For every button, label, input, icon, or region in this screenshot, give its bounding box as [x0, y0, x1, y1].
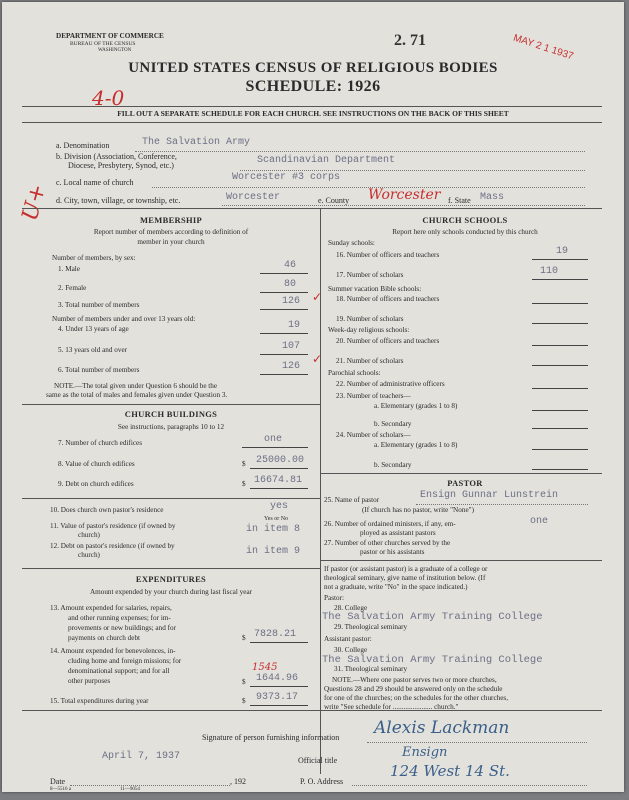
pastor-divider	[320, 560, 602, 561]
q7-value: one	[264, 434, 283, 445]
q18-label: 18. Number of officers and teachers	[336, 295, 440, 303]
schedule-title: SCHEDULE: 1926	[245, 78, 381, 95]
expenditures-intro: Amount expended by your church during last fiscal year	[89, 588, 253, 596]
q26-label: 26. Number of ordained ministers, if any, em-	[324, 520, 456, 528]
date-line	[70, 785, 230, 786]
city-value: Worcester	[226, 192, 281, 203]
instructions: FILL OUT A SEPARATE SCHEDULE FOR EACH CHURCH. SEE INSTRUCTIONS ON THE BACK OF THIS SHEET	[117, 109, 509, 118]
q8-value: 25000.00	[256, 455, 305, 466]
bureau-city: WASHINGTON	[98, 48, 132, 53]
q12-value: in item 9	[246, 546, 301, 557]
q13-label: 13. Amount expended for salaries, repairs,	[50, 604, 172, 612]
division-label-2: Diocese, Presbytery, Synod, etc.)	[68, 161, 174, 170]
q25-value: Ensign Gunnar Lunstrein	[420, 490, 559, 501]
members-age-label: Number of members under and over 13 years old:	[52, 315, 196, 323]
q25-line	[416, 504, 588, 505]
q20-box	[532, 336, 588, 346]
membership-heading: MEMBERSHIP	[139, 215, 203, 225]
assistant-subhead: Assistant pastor:	[324, 635, 372, 643]
q11-value: in item 8	[246, 524, 301, 535]
q25-hint: (If church has no pastor, write "None")	[362, 506, 474, 514]
q15-label: 15. Total expenditures during year	[50, 697, 149, 705]
q26-value: one	[530, 516, 549, 527]
q13-dollar: $	[242, 634, 246, 642]
division-value: Scandinavian Department	[257, 155, 396, 166]
weekday-schools-label: Week-day religious schools:	[328, 326, 410, 334]
q25-label: 25. Name of pastor	[324, 496, 380, 504]
census-form	[2, 2, 624, 792]
q28-label: 28. College	[334, 604, 368, 612]
q14-hand-value: 1545	[252, 662, 278, 673]
q1-label: 1. Male	[58, 265, 80, 273]
buildings-divider-2	[22, 568, 320, 569]
q9-label: 9. Debt on church edifices	[58, 480, 134, 488]
buildings-divider	[22, 498, 320, 499]
q14-label-3: denominational support; and for all	[68, 667, 170, 675]
q3-value: 126	[282, 296, 301, 307]
q18-box	[532, 294, 588, 304]
q9-value: 16674.81	[254, 475, 303, 486]
q3-label: 3. Total number of members	[58, 301, 140, 309]
q8-dollar: $	[242, 460, 246, 468]
q7-label: 7. Number of church edifices	[58, 439, 143, 447]
denomination-value: The Salvation Army	[142, 137, 251, 148]
q14-label-4: other purposes	[68, 677, 111, 685]
year-label: , 192	[230, 777, 246, 786]
q24b-box	[532, 460, 588, 470]
form-code: 8—5516 a	[50, 787, 71, 792]
membership-note-2: same as the total of males and females given under Question 3.	[46, 391, 228, 399]
q8-label: 8. Value of church edifices	[58, 460, 135, 468]
q27-label: 27. Number of other churches served by the	[324, 539, 451, 547]
q10-label: 10. Does church own pastor's residence	[50, 506, 164, 514]
form-number: 2. 71	[394, 32, 426, 49]
division-label: b. Division (Association, Conference,	[56, 152, 177, 161]
yes-no-label: Yes or No	[264, 516, 289, 522]
q23b-box	[532, 419, 588, 429]
state-label: f. State	[448, 196, 471, 205]
q24b-label: b. Secondary	[374, 461, 412, 469]
members-by-sex-label: Number of members, by sex:	[52, 254, 136, 262]
schools-divider	[320, 473, 602, 474]
q24a-label: a. Elementary (grades 1 to 8)	[374, 441, 458, 449]
bureau-name: BUREAU OF THE CENSUS	[70, 41, 136, 47]
buildings-intro: See instructions, paragraphs 10 to 12	[117, 423, 225, 431]
city-line	[222, 205, 585, 206]
q13-label-2: and other running expenses; for im-	[68, 614, 171, 622]
city-label: d. City, town, village, or township, etc.	[56, 196, 181, 205]
q14-label-2: cluding home and foreign missions; for	[68, 657, 182, 665]
membership-intro: Report number of members according to definition of	[93, 228, 249, 236]
q22-label: 22. Number of administrative officers	[336, 380, 445, 388]
q6-label: 6. Total number of members	[58, 366, 140, 374]
pastor-heading: PASTOR	[447, 478, 483, 488]
q24-label: 24. Number of scholars—	[336, 431, 411, 439]
q4-value: 19	[288, 320, 301, 331]
date-value: April 7, 1937	[102, 751, 181, 762]
seminary-value-2: The Salvation Army Training College	[322, 654, 543, 666]
summer-schools-label: Summer vacation Bible schools:	[328, 285, 422, 293]
state-value: Mass	[480, 192, 505, 203]
q12-label-2: church)	[78, 551, 100, 559]
q11-label-2: church)	[78, 531, 100, 539]
q6-value: 126	[282, 361, 301, 372]
pastor-note-b4: write "See schedule for ...................... church."	[324, 703, 459, 711]
margin-mark: U+	[17, 181, 52, 224]
q24a-box	[532, 440, 588, 450]
q26-label-2: ployed as assistant pastors	[360, 529, 436, 537]
header-divider	[22, 106, 602, 107]
pastor-note-2: theological seminary, give name of institution below. (If	[324, 574, 486, 582]
schools-heading: CHURCH SCHOOLS	[422, 215, 508, 225]
denomination-line	[135, 151, 585, 152]
q17-label: 17. Number of scholars	[336, 271, 404, 279]
q11-label: 11. Value of pastor's residence (if owned by	[50, 522, 176, 530]
pastor-note-b3: for one of the churches; on the schedules for the other churches,	[324, 694, 509, 702]
q1-value: 46	[284, 260, 297, 271]
q2-value: 80	[284, 279, 297, 290]
q23a-box	[532, 401, 588, 411]
footer-divider	[22, 710, 602, 711]
pastor-note-3: not a graduate, write "No" in the space indicated.)	[324, 583, 468, 591]
pastor-note: If pastor (or assistant pastor) is a graduate of a college or	[324, 565, 488, 573]
sunday-schools-label: Sunday schools:	[328, 239, 375, 247]
q10-value: yes	[270, 501, 289, 512]
q17-value: 110	[540, 266, 559, 277]
buildings-heading: CHURCH BUILDINGS	[124, 409, 218, 419]
signature: Alexis Lackman	[374, 718, 510, 738]
membership-note: NOTE.—The total given under Question 6 should be the	[54, 382, 218, 390]
date-received-stamp: MAY 2 1 1937	[511, 32, 575, 63]
print-code: 11—9054	[120, 787, 140, 792]
q27-label-2: pastor or his assistants	[360, 548, 425, 556]
q23a-label: a. Elementary (grades 1 to 8)	[374, 402, 458, 410]
signature-line	[367, 742, 587, 743]
parochial-schools-label: Parochial schools:	[328, 369, 381, 377]
local-name-label: c. Local name of church	[56, 178, 134, 187]
q5-value: 107	[282, 341, 301, 352]
division-line	[240, 170, 585, 171]
q21-box	[532, 356, 588, 366]
q31-label: 31. Theological seminary	[334, 665, 408, 673]
q13-label-4: payments on church debt	[68, 634, 141, 642]
q30-label: 30. College	[334, 646, 368, 654]
q16-label: 16. Number of officers and teachers	[336, 251, 440, 259]
pastor-subhead: Pastor:	[324, 594, 344, 602]
q4-box	[260, 324, 308, 334]
q19-label: 19. Number of scholars	[336, 315, 404, 323]
official-title-label: Official title	[298, 756, 338, 765]
official-title-value: Ensign	[402, 745, 448, 760]
membership-intro-2: member in your church	[137, 238, 205, 246]
q12-label: 12. Debt on pastor's residence (if owned by	[50, 542, 175, 550]
q14-label: 14. Amount expended for benevolences, in-	[50, 647, 176, 655]
q29-label: 29. Theological seminary	[334, 623, 408, 631]
q4-label: 4. Under 13 years of age	[58, 325, 129, 333]
address-line	[352, 785, 587, 786]
q19-box	[532, 314, 588, 324]
q23-label: 23. Number of teachers—	[336, 392, 411, 400]
q22-box	[532, 379, 588, 389]
membership-divider	[22, 404, 320, 405]
section-divider	[22, 208, 602, 209]
q20-label: 20. Number of officers and teachers	[336, 337, 440, 345]
local-name-value: Worcester #3 corps	[232, 172, 341, 183]
q16-value: 19	[556, 246, 569, 257]
denomination-label: a. Denomination	[56, 141, 110, 150]
q3-check: ✓	[312, 290, 323, 304]
date-label: Date	[50, 777, 66, 786]
header-divider-2	[22, 122, 602, 123]
address-label: P. O. Address	[300, 777, 344, 786]
county-value: Worcester	[368, 187, 441, 203]
q13-value: 7828.21	[254, 629, 297, 640]
expenditures-heading: EXPENDITURES	[135, 574, 207, 584]
pastor-note-b2: Questions 28 and 29 should be answered only on the schedule	[324, 685, 503, 693]
q23b-label: b. Secondary	[374, 420, 412, 428]
department-name: DEPARTMENT OF COMMERCE	[56, 32, 164, 40]
county-label: e. County	[318, 196, 350, 205]
seminary-value: The Salvation Army Training College	[322, 611, 543, 623]
pastor-note-b: NOTE.—Where one pastor serves two or more churches,	[332, 676, 497, 684]
address-value: 124 West 14 St.	[390, 762, 510, 780]
form-title: UNITED STATES CENSUS OF RELIGIOUS BODIES	[128, 60, 498, 76]
q5-label: 5. 13 years old and over	[58, 346, 128, 354]
q14-value: 1644.96	[256, 673, 299, 684]
q15-value: 9373.17	[256, 692, 299, 703]
schools-intro: Report here only schools conducted by this church	[392, 228, 538, 236]
q6-check: ✓	[312, 352, 323, 366]
q9-dollar: $	[242, 480, 246, 488]
signature-label: Signature of person furnishing information	[202, 733, 340, 742]
q15-dollar: $	[242, 697, 246, 705]
q13-label-3: provements or new buildings; and for	[68, 624, 176, 632]
q2-label: 2. Female	[58, 284, 87, 292]
q21-label: 21. Number of scholars	[336, 357, 404, 365]
handwritten-code: 4-0	[92, 86, 125, 110]
q14-dollar: $	[242, 678, 246, 686]
